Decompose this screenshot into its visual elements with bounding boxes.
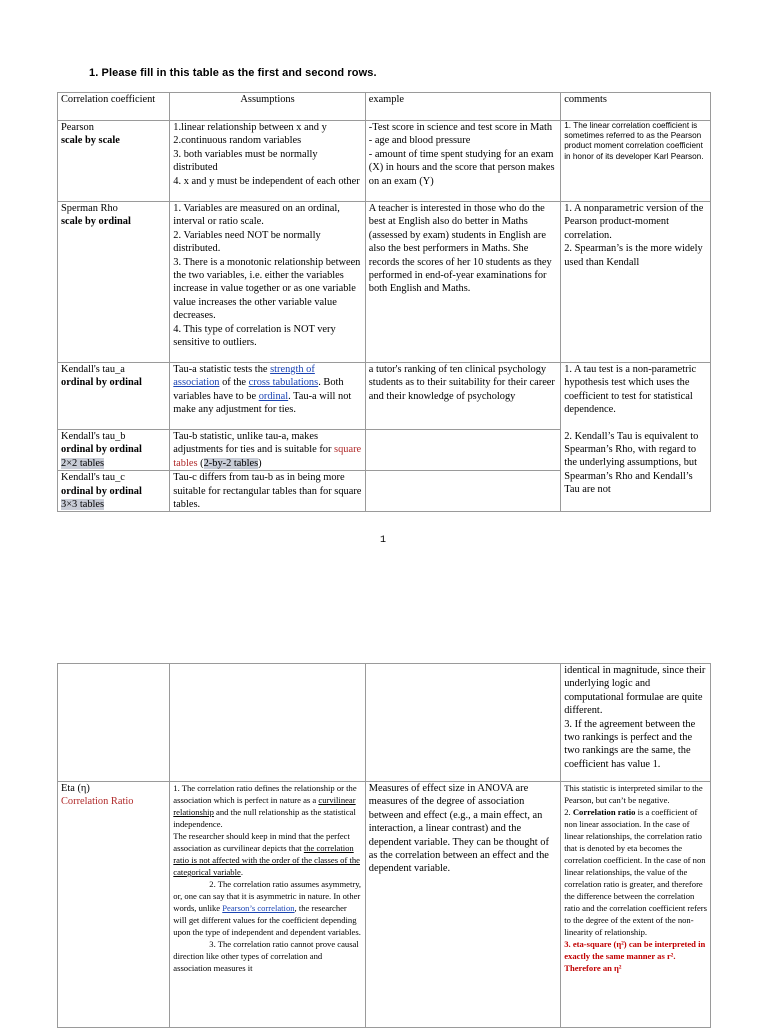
kendall-comment-3: 3. If the agreement between the two rankings is perfect and the two rankings are the same, the coefficient has value 1. [564, 718, 696, 770]
correlation-table-page2 [57, 663, 711, 1028]
kendall-b-assumptions: Tau-b statistic, unlike tau-a, makes adjustments for ties and is suitable for square tables (2-by-2 tables) [170, 430, 365, 471]
spearman-scale: scale by ordinal [61, 216, 131, 228]
pearson-example: - age and blood pressure [368, 135, 471, 147]
pearson-assumption: 3. both variables must be normally distributed [173, 148, 318, 174]
spearman-assumption: 1. Variables are measured on an ordinal, interval or ratio scale. [173, 203, 340, 228]
eta-comment-2: 2. Correlation ratio is a coefficient of non linear association. In the case of linear relationships, the correlation ratio that is denoted by eta becomes the correlation coefficient. In the case of non linear relationships, the value of the correlation ratio is greater, and therefore the difference between the correlation ratio and the correlation coefficient refers to the degree of the extent of the non-linearity of relationship. [564, 807, 707, 937]
pearson-assumption: 2.continuous random variables [173, 135, 302, 147]
kendall-a-example: a tutor's ranking of ten clinical psychology students as to their suitability for their career and their knowledge of psychology [365, 363, 560, 430]
spearman-assumption: 2. Variables need NOT be normally distributed. [173, 229, 321, 255]
kendall-b-scale: ordinal by ordinal [61, 444, 142, 456]
spearman-assumption: 4. This type of correlation is NOT very sensitive to outliers. [173, 323, 336, 349]
table-header-row [58, 93, 711, 121]
header-assumptions: Assumptions [170, 93, 365, 121]
table-row-kendall-b [58, 430, 711, 471]
kendall-a-comment: 1. A tau test is a non-parametric hypothesis test which uses the coefficient to test for statistical dependence. [561, 363, 711, 430]
pearson-name: Pearson [61, 122, 94, 133]
spearman-example: A teacher is interested in those who do the best at English also do better in Maths (assessed by exam) students in English are also the best performers in Maths. She records the scores of her 10 students as they performed in end-of-year examinations for both English and Maths. [365, 202, 560, 363]
spearman-assumption: 3. There is a monotonic relationship between the two variables, i.e. either the variables increase in value together or as one variable value increases the other variable value decreases. [173, 256, 361, 322]
table-row-pearson [58, 121, 711, 202]
kendall-c-scale: ordinal by ordinal [61, 485, 142, 497]
eta-assumption-1b: The researcher should keep in mind that the perfect association as curvilinear depicts that the correlation ratio is not affected with the order of the classes of the categorical variable. [173, 831, 360, 877]
pearson-example: -Test score in science and test score in Math [368, 122, 553, 133]
kendall-b-example [365, 430, 560, 471]
kendall-a-assumptions: Tau-a statistic tests the strength of association of the cross tabulations. Both variables have to be ordinal. Tau-a will not make any adjustment for ties. [170, 363, 365, 430]
pearson-comment: 1. The linear correlation coefficient is sometimes referred to as the Pearson product moment correlation coefficient in honor of its developer Karl Pearson. [561, 121, 711, 202]
header-comments: comments [561, 93, 711, 121]
spearman-comment: 1. A nonparametric version of the Pearson product-moment correlation. [564, 203, 704, 241]
eta-comment-3: 3. eta-square (η²) can be interpreted in exactly the same manner as r². Therefore an η² [564, 939, 706, 973]
page-number: 1 [380, 535, 387, 546]
correlation-table-page1 [57, 92, 711, 512]
square-tables-text: square tables [173, 444, 362, 469]
kendall-b-name: Kendall's tau_b [61, 431, 126, 442]
eta-name: Eta (η) [61, 783, 90, 794]
kendall-a-name: Kendall's tau_a [61, 364, 125, 375]
pearson-scale: scale by scale [61, 135, 120, 147]
cross-tabulations-link[interactable]: cross tabulations [248, 377, 319, 389]
pearson-assumption: 1.linear relationship between x and y [173, 122, 327, 133]
spearman-comment: 2. Spearman’s is the more widely used than Kendall [564, 243, 703, 268]
two-by-two-text: 2-by-2 tables [203, 457, 259, 469]
kendall-b-comment: 2. Kendall’s Tau is equivalent to Spearman’s Rho, with regard to the underlying assumptions, but Spearman’s Rho and Kendall’s Tau are not [561, 430, 711, 512]
ordinal-link[interactable]: ordinal [258, 390, 289, 402]
table-row-kendall-a [58, 363, 711, 430]
kendall-continuation: identical in magnitude, since their underlying logic and computational formulae are quite different. [564, 665, 706, 717]
eta-assumption-1: 1. The correlation ratio defines the relationship or the association which is perfect in nature as a curvilinear relationship and the null relationship as the statistical independence. [173, 783, 357, 829]
kendall-b-tables: 2×2 tables [61, 457, 105, 469]
table-row-continuation [58, 664, 711, 782]
instruction-heading: 1. Please fill in this table as the first and second rows. [89, 67, 377, 79]
strength-of-association-link[interactable]: strength of association [173, 364, 315, 389]
table-row-eta [58, 782, 711, 1028]
header-example: example [365, 93, 560, 121]
pearson-example: - amount of time spent studying for an exam (X) in hours and the score that person makes on an exam (Y) [368, 148, 555, 187]
eta-example: Measures of effect size in ANOVA are measures of the degree of association between and effect (e.g., a main effect, an interaction, a linear contrast) and the dependent variable. They can be thought of as the correlation between an effect and the dependent variable. [365, 782, 560, 1028]
pearson-assumption: 4. x and y must be independent of each other [173, 175, 360, 187]
kendall-c-assumptions: Tau-c differs from tau-b as in being more suitable for rectangular tables than for square tables. [170, 471, 365, 512]
header-coefficient: Correlation coefficient [58, 93, 170, 121]
eta-comment-1: This statistic is interpreted similar to the Pearson, but can’t be negative. [564, 783, 703, 805]
eta-subtitle: Correlation Ratio [61, 796, 134, 808]
kendall-c-example [365, 471, 560, 512]
pearsons-correlation-link[interactable]: Pearson’s correlation [222, 903, 295, 913]
kendall-a-scale: ordinal by ordinal [61, 377, 142, 389]
eta-assumption-2: 2. The correlation ratio assumes asymmetry, or, one can say that it is asymmetric in nature. In other words, unlike Pearson’s correlation, the researcher will get different values for the coefficient depending upon the type of independent and dependent variables. [173, 879, 362, 937]
kendall-c-tables: 3×3 tables [61, 499, 105, 511]
spearman-name: Sperman Rho [61, 203, 118, 214]
eta-assumption-3: 3. The correlation ratio cannot prove causal direction like other types of correlation and association measures it [173, 939, 359, 973]
table-row-spearman [58, 202, 711, 363]
kendall-c-name: Kendall's tau_c [61, 472, 125, 484]
